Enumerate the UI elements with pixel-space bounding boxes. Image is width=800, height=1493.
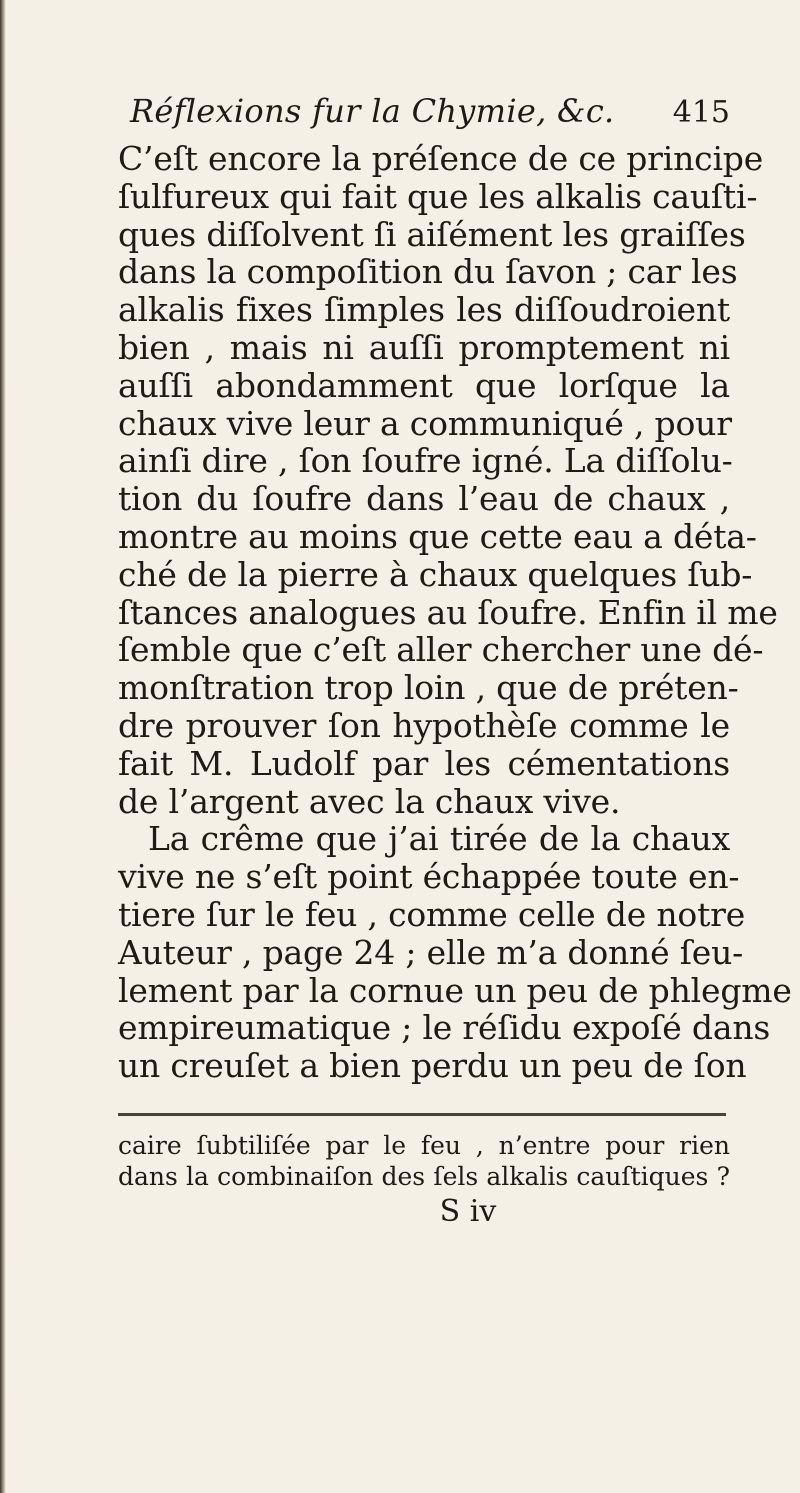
text-line: ſemble que c’eſt aller chercher une dé- (118, 630, 764, 670)
footnote (118, 1130, 730, 1192)
text-line: ques diſſolvent ſi aiſément les graiſſes (118, 214, 746, 254)
text-line: montre au moins que cette eau a déta- (118, 516, 757, 556)
text-line: ainſi dire , ſon ſoufre igné. La diſſolu- (118, 441, 733, 481)
text-line: chaux vive leur a communiqué , pour (118, 403, 732, 443)
text-line: tiere ſur le feu , comme celle de notre (118, 894, 746, 934)
footnote-line: dans la combinaiſon des ſels alkalis cauſtiques ? (118, 1161, 730, 1191)
text-line: empireumatique ; le réſidu expoſé dans (118, 1008, 771, 1048)
book-gutter-edge (0, 0, 6, 1493)
text-line: fait M. Ludolf par les cémentations (118, 743, 730, 783)
text-line: ſtances analogues au ſoufre. Enfin il me (118, 592, 778, 632)
text-line: auſſi abondamment que lorſque la (118, 365, 730, 405)
text-line: bien , mais ni auſſi promptement ni (118, 327, 730, 367)
text-line: de l’argent avec la chaux vive. (118, 781, 621, 821)
text-line: ſulfureux qui fait que les alkalis cauſti- (118, 176, 758, 216)
text-line: dans la compoſition du ſavon ; car les (118, 252, 738, 292)
footnote-line: caire ſubtiliſée par le feu , n’entre pour rien (118, 1130, 730, 1160)
footnote-rule (118, 1113, 726, 1116)
running-title: Réflexions fur la Chymie, &c. (130, 92, 615, 130)
text-line: alkalis fixes ſimples les diſſoudroient (118, 290, 730, 330)
page-number: 415 (672, 95, 730, 130)
text-line: ché de la pierre à chaux quelques ſub- (118, 554, 753, 594)
signature-mark: S iv (439, 1193, 497, 1229)
text-line: monſtration trop loin , que de préten- (118, 668, 739, 708)
text-line: un creuſet a bien perdu un peu de ſon (118, 1046, 747, 1086)
text-line: C’eſt encore la préſence de ce principe (118, 139, 764, 178)
text-line: lement par la cornue un peu de phlegme (118, 970, 792, 1010)
body-text (118, 139, 792, 1086)
text-line: vive ne s’eſt point échappée toute en- (118, 857, 740, 897)
book-page (118, 92, 792, 1229)
page-header (118, 92, 730, 140)
text-line: Auteur , page 24 ; elle m’a donné ſeu- (118, 932, 744, 972)
text-line: tion du ſoufre dans l’eau de chaux , (118, 479, 730, 519)
text-line: La crême que j’ai tirée de la chaux (148, 819, 730, 859)
text-line: dre prouver ſon hypothèſe comme le (118, 705, 730, 745)
